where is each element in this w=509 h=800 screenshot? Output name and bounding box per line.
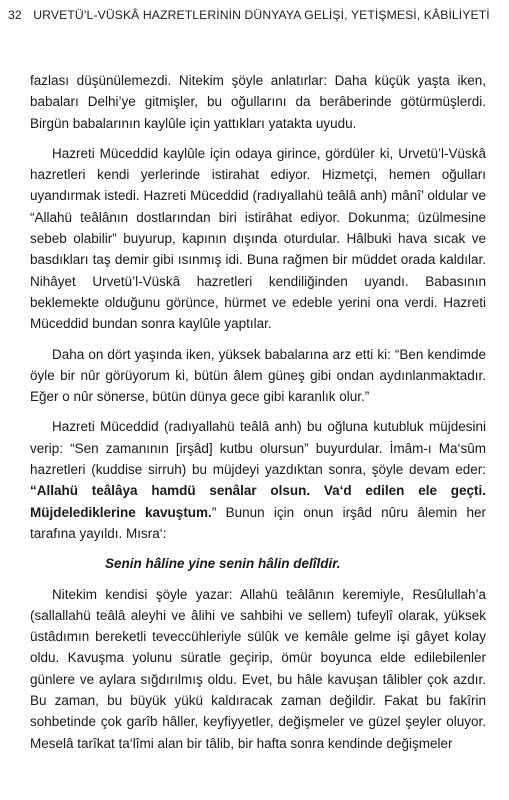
running-title: URVETÜ’L-VÜSKÂ HAZRETLERİNİN DÜNYAYA GELİŞİ, YETİŞMESİ, KÂBİLİYETİ xyxy=(33,8,490,22)
paragraph-5: Nitekim kendisi şöyle yazar: Allahü teâlânın keremiyle, Resûlullah’a (sallallahü teâlâ aleyhi ve âlihi ve sahbihi ve sellem) tufeylî olarak, yüksek üstâdımın bereketli teveccühleriyle sülûk ve kemâle gelme işi gâyet kolay oldu. Kavuşma yolunu süratle geçirip, ömür boyunca elde edilebilenler günlere ve aylara sığdırılmış oldu. Evet, bu hâle kavuşan tâlibler çok azdır. Bu zaman, bu büyük yükü kaldıracak zaman değildir. Fakat bu fakîrin sohbetinde çok garîb hâller, keyfiyyetler, değişmeler ve güzel şeyler oluyor. Meselâ tarîkat ta‘lîmi alan bir tâlib, bir hafta sonra kendinde değişmeler xyxy=(30,586,486,751)
page-body xyxy=(30,70,486,763)
paragraph-3: Daha on dört yaşında iken, yüksek babalarına arz etti ki: “Ben kendimde öyle bir nûr görüyorum ki, bütün âlem güneş gibi ondan aydınlanmaktadır. Eğer o nûr sönerse, bütün dünya gece gibi karanlık olur.” xyxy=(30,346,486,405)
paragraph-4 xyxy=(30,416,486,544)
paragraph-1: fazlası düşünülemezdi. Nitekim şöyle anlatırlar: Daha küçük yaşta iken, babaları Delhi’ye gitmişler, bu oğullarını da berâberinde götürmüşlerdi. Birgün babalarının kaylûle için yattıkları yatakta uyudu. xyxy=(30,73,486,131)
paragraph-4-text-a: Hazreti Müceddid (radıyallahü teâlâ anh) bu oğluna kutubluk müjdesini verip: “Sen zamanının [irşâd] kutbu olursun” buyurdular. İmâm-ı Ma‘sûm hazretleri (kuddise sirruh) bu müjdeyi yazdıktan sonra, şöyle devam eder: xyxy=(30,419,486,478)
paragraph-2: Hazreti Müceddid kaylûle için odaya girince, gördüler ki, Urvetü’l-Vüskâ hazretleri kendi yerlerinde istirahat ediyor. Hizmetçi, hemen oğulları uyandırmak istedi. Hazreti Müceddid (radıyallahü teâlâ anh) mânî’ oldular ve “Allahü teâlânın dostlarından biri istirâhat ediyor. Dokunma; üzülmesine sebeb olabilir” buyurup, kapının dışında oturdular. Hâlbuki hava sıcak ve basdıkları taş demir gibi ısınmış idi. Buna rağmen bir müddet orada kaldılar. Nihâyet Urvetü’l-Vüskâ hazretleri kendiliğinden uyandı. Babasının beklemekte olduğunu görünce, hürmet ve edeble yerini ona verdi. Hazreti Müceddid bundan sonra kaylûle yaptılar. xyxy=(30,145,486,332)
paragraph-4-bold-quote: “Allahü teâlâya hamdü senâlar olsun. Va‘d edilen ele geçti. Müjdelediklerine kavuştum. xyxy=(30,483,486,520)
paragraph-4-text-b: ” Bunun için onun irşâd nûru âlemin her tarafına yayıldı. Mısra‘: xyxy=(30,504,486,541)
page-number: 32 xyxy=(8,8,22,22)
page-header xyxy=(8,8,501,22)
verse-line: Senin hâline yine senin hâlin delîldir. xyxy=(105,556,341,572)
